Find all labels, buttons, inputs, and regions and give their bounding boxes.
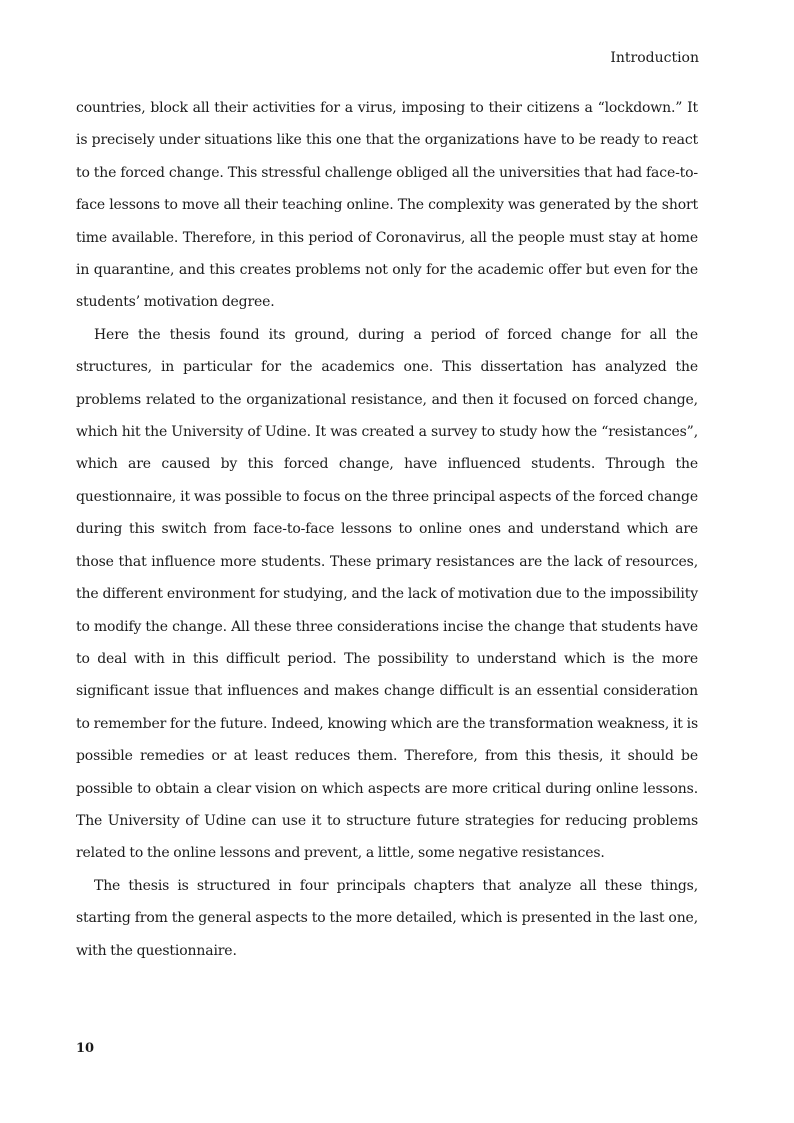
paragraph-thesis-structure: The thesis is structured in four principals chapters that analyze all these things, starting from the general aspects to the more detailed, which is presented in the last one, with the questionnaire.: [76, 877, 698, 959]
body-text: [76, 92, 698, 967]
paragraph-thesis-ground: Here the thesis found its ground, during a period of forced change for all the structures, in particular for the academics one. This dissertation has analyzed the problems related to the organizational resistance, and then it focused on forced change, which hit the University of Udine. It was created a survey to study how the “resistances”, which are caused by this forced change, have influenced students. Through the questionnaire, it was possible to focus on the three principal aspects of the forced change during this switch from face-to-face lessons to online ones and understand which are those that influence more students. These primary resistances are the lack of resources, the different environment for studying, and the lack of motivation due to the impossibility to modify the change. All these three considerations incise the change that students have to deal with in this difficult period. The possibility to understand which is the more significant issue that influences and makes change difficult is an essential consideration to remember for the future. Indeed, knowing which are the transformation weakness, it is possible remedies or at least reduces them. Therefore, from this thesis, it should be possible to obtain a clear vision on which aspects are more critical during online lessons. The University of Udine can use it to structure future strategies for reducing problems related to the online lessons and prevent, a little, some negative resistances.: [76, 326, 698, 862]
paragraph-continuation: countries, block all their activities for a virus, imposing to their citizens a “lockdown.” It is precisely under situations like this one that the organizations have to be ready to react to the forced change. This stressful challenge obliged all the universities that had face-to-face lessons to move all their teaching online. The complexity was generated by the short time available. Therefore, in this period of Coronavirus, all the people must stay at home in quarantine, and this creates problems not only for the academic offer but even for the students’ motivation degree.: [76, 100, 698, 311]
page-number: 10: [76, 1041, 95, 1056]
running-header: Introduction: [610, 50, 699, 66]
